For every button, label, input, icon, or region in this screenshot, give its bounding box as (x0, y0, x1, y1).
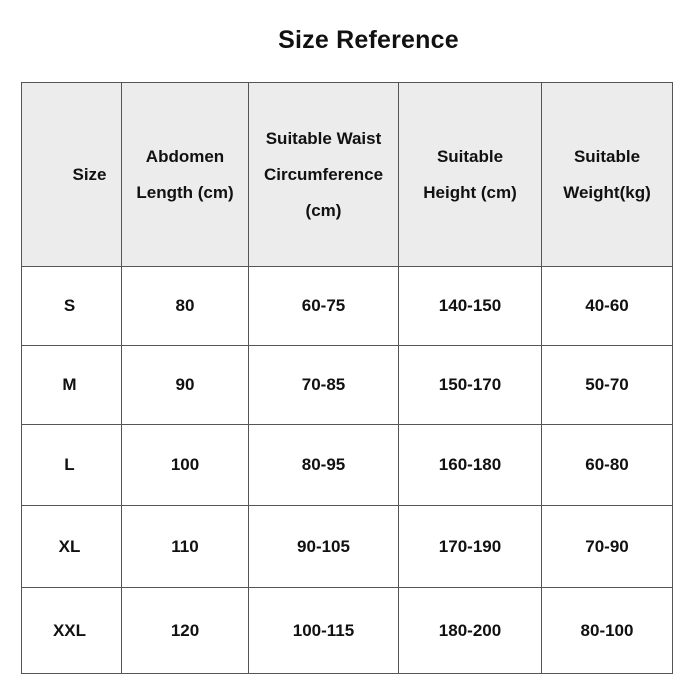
cell-waist: 60-75 (249, 267, 399, 346)
header-waist-line-1: Suitable Waist (265, 128, 382, 148)
header-height (399, 83, 542, 267)
size-reference-table (21, 82, 673, 674)
cell-abdomen-length: 100 (122, 425, 249, 506)
cell-abdomen-length: 120 (122, 588, 249, 674)
header-weight (542, 83, 673, 267)
cell-weight: 70-90 (542, 506, 673, 588)
header-abdomen-length-line-2: Length (cm) (136, 182, 234, 202)
cell-abdomen-length: 90 (122, 346, 249, 425)
cell-weight: 60-80 (542, 425, 673, 506)
cell-size (22, 506, 122, 588)
cell-waist: 90-105 (249, 506, 399, 588)
table-row (22, 267, 673, 346)
cell-size-value: XXL (52, 620, 87, 640)
cell-abdomen-length: 110 (122, 506, 249, 588)
cell-size-value: M (62, 375, 77, 394)
header-waist-line-2: Circumference (263, 164, 384, 184)
cell-height: 170-190 (399, 506, 542, 588)
table-row (22, 425, 673, 506)
header-weight-line-1: Suitable (573, 146, 641, 166)
table-row (22, 588, 673, 674)
cell-size-value: XL (58, 536, 81, 556)
cell-height: 180-200 (399, 588, 542, 674)
header-abdomen-length (122, 83, 249, 267)
cell-size (22, 267, 122, 346)
cell-abdomen-length: 80 (122, 267, 249, 346)
header-height-line-1: Suitable (436, 146, 504, 166)
cell-height: 150-170 (399, 346, 542, 425)
header-size (22, 83, 122, 267)
table-row (22, 506, 673, 588)
cell-size-value: L (64, 455, 75, 474)
cell-size (22, 588, 122, 674)
cell-height: 140-150 (399, 267, 542, 346)
cell-height: 160-180 (399, 425, 542, 506)
table-header-row (22, 83, 673, 267)
cell-size (22, 346, 122, 425)
table-row (22, 346, 673, 425)
cell-waist: 80-95 (249, 425, 399, 506)
header-height-line-2: Height (cm) (423, 182, 517, 202)
cell-waist: 100-115 (249, 588, 399, 674)
header-waist-circumference (249, 83, 399, 267)
page-title: Size Reference (278, 26, 459, 54)
cell-size-value: S (63, 296, 76, 315)
header-size-label: Size (72, 164, 107, 184)
header-abdomen-length-line-1: Abdomen (145, 146, 225, 166)
cell-weight: 40-60 (542, 267, 673, 346)
cell-weight: 50-70 (542, 346, 673, 425)
cell-weight: 80-100 (542, 588, 673, 674)
header-waist-line-3: (cm) (305, 200, 342, 220)
cell-size (22, 425, 122, 506)
cell-waist: 70-85 (249, 346, 399, 425)
header-weight-line-2: Weight(kg) (563, 182, 651, 202)
